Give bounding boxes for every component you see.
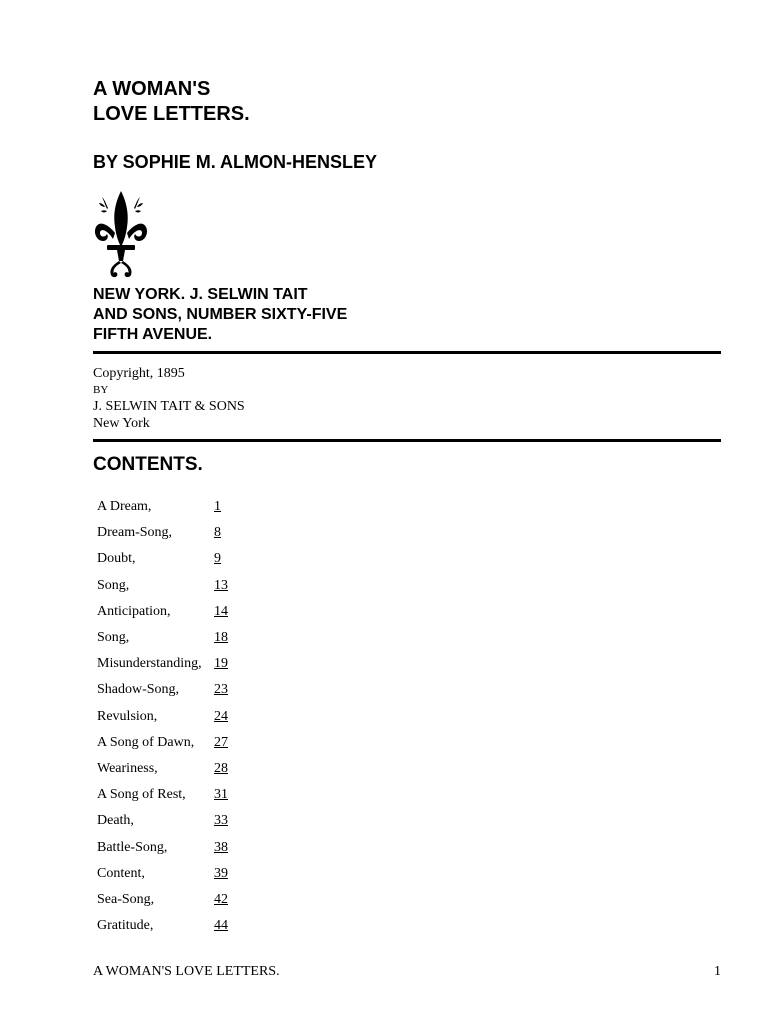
contents-entry-page-cell bbox=[214, 861, 228, 887]
footer-page-number: 1 bbox=[714, 964, 721, 979]
divider bbox=[93, 351, 721, 354]
book-title bbox=[93, 77, 250, 127]
contents-entry-page-cell bbox=[214, 913, 228, 939]
contents-entry-title: Content, bbox=[97, 865, 145, 881]
contents-entry-page-cell bbox=[214, 677, 228, 703]
contents-entry-page-cell bbox=[214, 704, 228, 730]
contents-row bbox=[97, 808, 228, 834]
contents-entry-title: Misunderstanding, bbox=[97, 656, 202, 672]
contents-entry-title: Anticipation, bbox=[97, 603, 171, 619]
contents-page-link[interactable]: 39 bbox=[214, 865, 228, 881]
contents-page-link[interactable]: 1 bbox=[214, 499, 221, 515]
contents-page-link[interactable]: 31 bbox=[214, 787, 228, 803]
contents-table bbox=[97, 494, 228, 939]
contents-row bbox=[97, 677, 228, 703]
contents-heading: CONTENTS. bbox=[93, 454, 203, 475]
contents-page-link[interactable]: 14 bbox=[214, 603, 228, 619]
contents-row bbox=[97, 913, 228, 939]
contents-row bbox=[97, 861, 228, 887]
contents-row bbox=[97, 704, 228, 730]
contents-entry-title: A Song of Dawn, bbox=[97, 734, 195, 750]
copyright-holder: J. SELWIN TAIT & SONS bbox=[93, 399, 245, 414]
contents-entry-page-cell bbox=[214, 887, 228, 913]
contents-entry-title: Doubt, bbox=[97, 551, 136, 567]
author-line: BY SOPHIE M. ALMON-HENSLEY bbox=[93, 152, 378, 172]
contents-entry-page-cell bbox=[214, 808, 228, 834]
publisher-line-1: NEW YORK. J. SELWIN TAIT bbox=[93, 286, 308, 303]
contents-entry-title: Gratitude, bbox=[97, 918, 154, 934]
contents-page-link[interactable]: 8 bbox=[214, 525, 221, 541]
publisher-line-2: AND SONS, NUMBER SIXTY-FIVE bbox=[93, 306, 348, 323]
contents-row bbox=[97, 756, 228, 782]
contents-row bbox=[97, 887, 228, 913]
contents-page-link[interactable]: 23 bbox=[214, 682, 228, 698]
contents-row bbox=[97, 730, 228, 756]
contents-page-link[interactable]: 13 bbox=[214, 577, 228, 593]
contents-entry-page-cell bbox=[214, 494, 228, 520]
divider bbox=[93, 439, 721, 442]
contents-entry-page-cell bbox=[214, 573, 228, 599]
copyright-location: New York bbox=[93, 416, 150, 431]
contents-entry-title: Dream-Song, bbox=[97, 525, 173, 541]
copyright-line: Copyright, 1895 bbox=[93, 366, 185, 381]
contents-entry-title: Sea-Song, bbox=[97, 891, 155, 907]
title-line-2: LOVE LETTERS. bbox=[93, 103, 250, 125]
title-line-1: A WOMAN'S bbox=[93, 78, 211, 100]
contents-entry-page-cell bbox=[214, 756, 228, 782]
contents-entry-title: Song, bbox=[97, 630, 130, 646]
publisher-line-3: FIFTH AVENUE. bbox=[93, 326, 213, 343]
publisher-imprint bbox=[93, 285, 347, 345]
contents-entry-page-cell bbox=[214, 651, 228, 677]
contents-page-link[interactable]: 33 bbox=[214, 813, 228, 829]
contents-page-link[interactable]: 28 bbox=[214, 760, 228, 776]
contents-page-link[interactable]: 44 bbox=[214, 918, 228, 934]
contents-entry-page-cell bbox=[214, 782, 228, 808]
fleur-de-lis-icon bbox=[93, 189, 149, 281]
contents-page-link[interactable]: 27 bbox=[214, 734, 228, 750]
contents-entry-title: A Song of Rest, bbox=[97, 787, 186, 803]
contents-page-link[interactable]: 42 bbox=[214, 891, 228, 907]
contents-entry-title: A Dream, bbox=[97, 499, 152, 515]
contents-page-link[interactable]: 18 bbox=[214, 630, 228, 646]
contents-entry-page-cell bbox=[214, 730, 228, 756]
contents-entry-title: Revulsion, bbox=[97, 708, 158, 724]
contents-page-link[interactable]: 24 bbox=[214, 708, 228, 724]
contents-entry-page-cell bbox=[214, 834, 228, 860]
contents-row bbox=[97, 599, 228, 625]
contents-row bbox=[97, 573, 228, 599]
contents-entry-page-cell bbox=[214, 625, 228, 651]
contents-entry-title: Shadow-Song, bbox=[97, 682, 180, 698]
contents-entry-page-cell bbox=[214, 546, 228, 572]
footer-title: A WOMAN'S LOVE LETTERS. bbox=[93, 964, 280, 979]
contents-row bbox=[97, 494, 228, 520]
contents-page-link[interactable]: 9 bbox=[214, 551, 221, 567]
contents-entry-title: Song, bbox=[97, 577, 130, 593]
copyright-by: BY bbox=[93, 384, 109, 396]
contents-page-link[interactable]: 19 bbox=[214, 656, 228, 672]
contents-entry-page-cell bbox=[214, 599, 228, 625]
contents-entry-title: Battle-Song, bbox=[97, 839, 168, 855]
contents-entry-title: Weariness, bbox=[97, 760, 158, 776]
contents-entry-page-cell bbox=[214, 520, 228, 546]
contents-row bbox=[97, 782, 228, 808]
copyright-block bbox=[93, 365, 245, 432]
contents-page-link[interactable]: 38 bbox=[214, 839, 228, 855]
contents-row bbox=[97, 546, 228, 572]
contents-row bbox=[97, 520, 228, 546]
contents-entry-title: Death, bbox=[97, 813, 134, 829]
contents-row bbox=[97, 651, 228, 677]
contents-row bbox=[97, 834, 228, 860]
contents-row bbox=[97, 625, 228, 651]
